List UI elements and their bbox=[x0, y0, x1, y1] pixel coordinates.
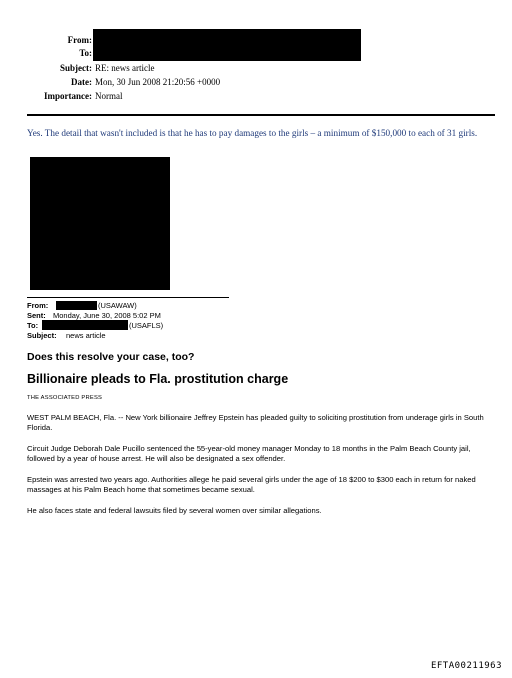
article-paragraph: Epstein was arrested two years ago. Authorities allege he paid several girls under the age of 18 $200 to $300 each in return for naked massages at his Palm Beach home that sometimes became sexual. bbox=[27, 475, 476, 494]
article-paragraph: Circuit Judge Deborah Dale Pucillo sentenced the 55-year-old money manager Monday to 18 months in the Palm Beach County jail, followed by a year of house arrest. He will also be designated a sex offender. bbox=[27, 444, 471, 463]
subject-value: RE: news article bbox=[95, 63, 155, 73]
subject-label: Subject: bbox=[60, 63, 92, 73]
forward-divider bbox=[27, 297, 229, 298]
reply-text: Yes. The detail that wasn't included is that he has to pay damages to the girls – a minimum of $150,000 to each of 31 girls. bbox=[27, 128, 478, 138]
fwd-subject-value: news article bbox=[66, 331, 106, 340]
fwd-to-value: (USAFLS) bbox=[129, 321, 164, 330]
redaction-fwd-from bbox=[56, 301, 97, 310]
fwd-to-label: To: bbox=[27, 321, 39, 330]
fwd-from-value: (USAWAW) bbox=[98, 301, 137, 310]
article-paragraph: WEST PALM BEACH, Fla. -- New York billionaire Jeffrey Epstein has pleaded guilty to soliciting prostitution from underage girls in South Florida. bbox=[27, 413, 484, 432]
importance-value: Normal bbox=[95, 91, 123, 101]
redaction-fwd-to bbox=[42, 320, 128, 330]
header-divider bbox=[27, 114, 495, 116]
article-paragraph: He also faces state and federal lawsuits filed by several women over similar allegations. bbox=[27, 506, 322, 515]
article-headline: Billionaire pleads to Fla. prostitution charge bbox=[27, 372, 289, 386]
date-label: Date: bbox=[71, 77, 92, 87]
fwd-sent-label: Sent: bbox=[27, 311, 46, 320]
from-label: From: bbox=[67, 35, 92, 45]
date-value: Mon, 30 Jun 2008 21:20:56 +0000 bbox=[95, 77, 221, 87]
document-id: EFTA00211963 bbox=[430, 661, 502, 671]
fwd-from-label: From: bbox=[27, 301, 49, 310]
redaction-signature bbox=[30, 157, 170, 290]
fwd-subject-label: Subject: bbox=[27, 331, 57, 340]
article-byline: THE ASSOCIATED PRESS bbox=[27, 395, 103, 401]
question-text: Does this resolve your case, too? bbox=[27, 351, 195, 363]
redaction-header bbox=[93, 29, 361, 61]
fwd-sent-value: Monday, June 30, 2008 5:02 PM bbox=[53, 311, 161, 320]
importance-label: Importance: bbox=[44, 91, 92, 101]
to-label: To: bbox=[79, 48, 92, 58]
